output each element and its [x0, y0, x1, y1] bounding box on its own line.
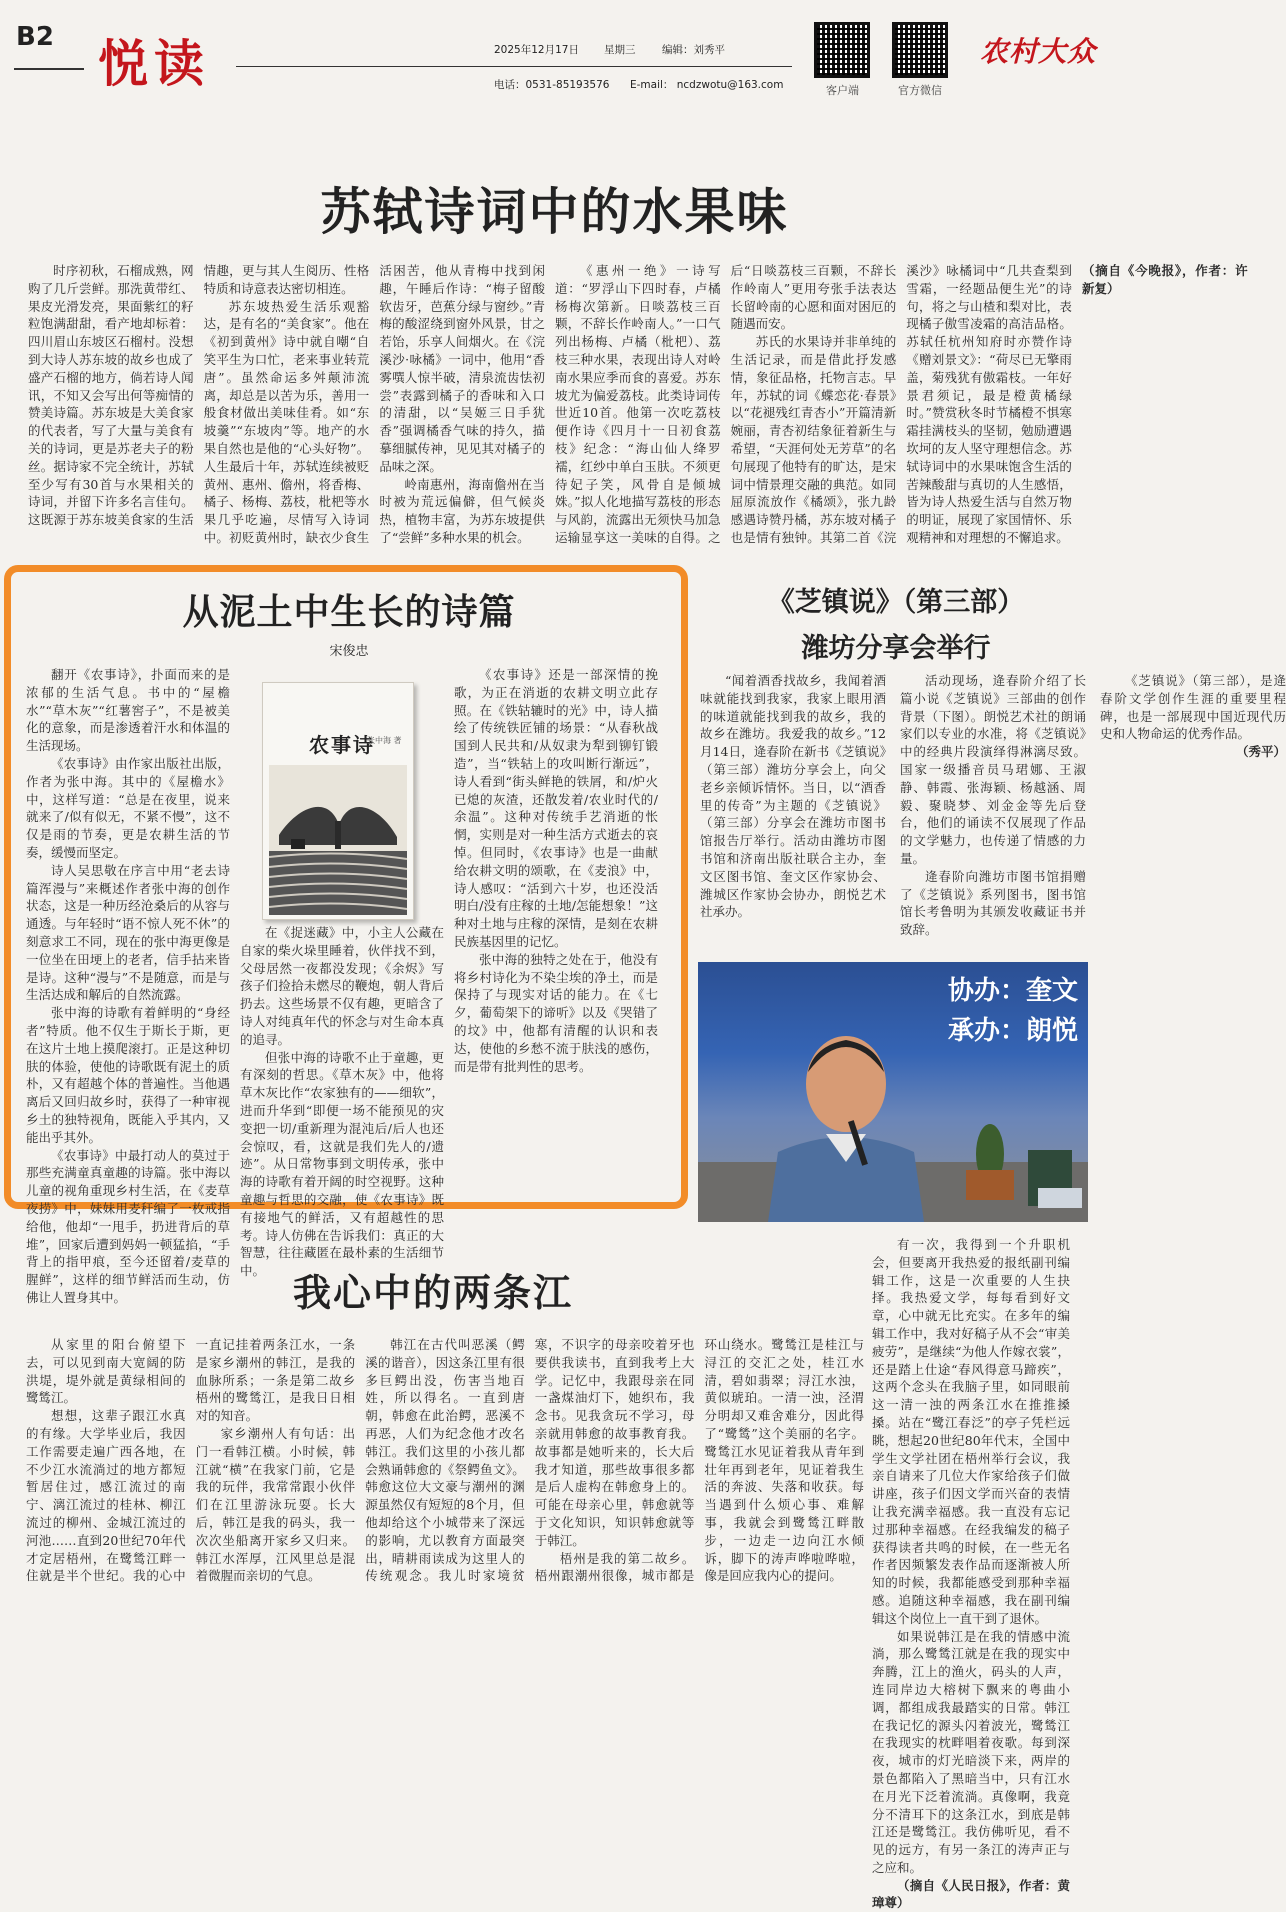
article1-paragraph: 《惠州一绝》一诗写道：“罗浮山下四时春，卢橘杨梅次第新。日啖荔枝三百颗，不辞长作岭南人。”一口气列出杨梅、卢橘（枇杷）、荔枝三种水果，表现出诗人对岭南水果应季而食的喜爱。苏东坡尤为偏爱荔枝。此类诗词传世近10首。他第一次吃荔枝便作诗《四月十一日初食荔枝》纪念：“海山仙人绛罗襦，红纱中单白玉肤。不须更待妃子笑，风骨自是倾城姝。”拟人化地描写荔枝的形态与风韵，流露出无须快马加急运输显享这一美味的自得。之后“日啖荔枝三百颗，不辞长作岭南人”更用夸张手法表达长留岭南的心愿和面对困厄的随遇而安。 [554, 263, 897, 545]
article1-source: （摘自《今晚报》，作者：许新复） [1081, 263, 1248, 296]
article4-paragraph: 家乡潮州人有句话：出门一看韩江横。小时候，韩江就“横”在我家门前，它是我的玩伴，我常常跟小伙伴们在江里游泳玩耍。长大后，韩江是我的码头，我一次次坐船离开家乡又归来。韩江水浑厚，江风里总是混着微腥而亲切的气息。 [195, 1425, 356, 1584]
article4-paragraph: 想想，这辈子跟江水真的有缘。大学毕业后，我因工作需要走遍广西各地，在不少江水流淌过的地方都短暂居住过，感江流过的南宁、漓江流过的桂林、柳江流过的柳州、金城江流过的河池……直到20世纪70年代才定居梧州，在鹭鸶江畔一住就是半个世纪。我的心中一直记挂着两条江水，一条是家乡潮州的韩江，是我的血脉所系；一条是第二故乡梧州的鹭鸶江，是我日日相对的知音。 [26, 1337, 356, 1584]
article3-paragraph: 逄春阶向潍坊市图书馆捐赠了《芝镇说》系列图书，图书馆馆长考鲁明为其颁发收藏证书并致辞。 [900, 868, 1086, 938]
masthead-rule [236, 66, 792, 67]
article2-column-middle [240, 924, 444, 1279]
article1-paragraph: 岭南惠州，海南儋州在当时被为荒远偏僻，但气候炎热，植物丰富，为苏东坡提供了“尝鲜”多种水果的机会。 [379, 476, 545, 545]
newspaper-brand: 农村大众 [980, 35, 1097, 68]
article1-paragraph: 苏东坡热爱生活乐观豁达，是有名的“美食家”。他在《初到黄州》诗中就自嘲“自笑平生为口忙，老来事业转荒唐”。虽然命运多舛颠沛流离，却总是以苦为乐，善用一般食材做出美味佳肴。如“东坡羹”“东坡肉”等。地产的水果自然也是他的“心头好物”。人生最后十年，苏轼连续被贬黄州、惠州、儋州，将香梅、橘子、杨梅、荔枝，枇杷等水果几乎吃遍，尽情写入诗词中。初贬黄州时，缺衣少食生活困苦，他从青梅中找到闲趣，午睡后作诗：“梅子留酸软齿牙，芭蕉分绿与窗纱。”青梅的酸涩绕到窗外风景，甘之若饴，乐享人间烟火。在《浣溪沙·咏橘》一词中，他用“香雾噀人惊半破，清泉流齿怯初尝”表露到橘子的香味和入口的清甜，以“吴姬三日手犹香”强调橘香气味的持久，描摹细腻传神，见见其对橘子的品味之深。 [203, 263, 545, 545]
article3-subtitle: 潍坊分享会举行 [801, 633, 991, 664]
article2-author: 宋俊忠 [329, 644, 369, 659]
article2-paragraph: 《农事诗》中最打动人的莫过于那些充满童真童趣的诗篇。张中海以儿童的视角重现乡村生活，在《麦草夜捞》中，妹妹用麦秆编了一枚戒指给他，他却“一甩手，扔进背后的草堆”，回家后遭到妈妈一顿猛掐，“手背上的指甲痕，至今还留着/麦草的腥鲜”，这样的细节鲜活而生动，仿佛让人置身其中。 [26, 1147, 230, 1305]
article2-title: 从泥土中生长的诗篇 [182, 591, 516, 633]
editor-name: 编辑：刘秀平 [662, 44, 725, 56]
article2-paragraph: 翻开《农事诗》，扑面而来的是浓郁的生活气息。书中的“屋檐水”“草木灰”“红薯窖子”，不是被美化的意象，而是渗透着汗水和体温的生活现场。 [26, 667, 230, 754]
section-title: 悦读 [98, 34, 210, 93]
article3-title: 《芝镇说》（第三部） [767, 587, 1025, 618]
wechat-qr-code [892, 22, 948, 78]
issue-date: 2025年12月17日 [494, 44, 579, 56]
contact-email: E-mail： ncdzwotu@163.com [630, 79, 784, 91]
article4-paragraph: 韩江在古代叫恶溪（鳄溪的谐音），因这条江里有很多巨鳄出没，伤害当地百姓，所以得名。一直到唐朝，韩愈在此治鳄，恶溪不再恶，人们为纪念他才改名韩江。我们这里的小孩儿都会熟诵韩愈的《祭鳄鱼文》。韩愈这位大文豪与潮州的渊源虽然仅有短短的8个月，但他却给这个小城带来了深远的影响，尤以教育方面最突出，晴耕雨读成为这里人的传统观念。我儿时家境贫寒，不识字的母亲咬着牙也要供我读书，直到我考上大学。记忆中，我跟母亲在同一盏煤油灯下，她织布，我念书。见我贪玩不学习，母亲就用韩愈的故事教育我。故事都是她听来的，长大后我才知道，那些故事很多都是后人虚构在韩愈身上的。可能在母亲心里，韩愈就等于文化知识，知识韩愈就等于韩江。 [365, 1337, 695, 1584]
event-photo [698, 962, 1088, 1222]
article4-text-side [872, 1236, 1070, 1911]
article2-paragraph: 张中海的独特之处在于，他没有将乡村诗化为不染尘埃的净土，而是保持了与现实对话的能力。在《七夕，葡萄架下的谛听》以及《哭错了的坟》中，他都有清醒的认识和表达，使他的乡愁不流于肤浅的感伤，而是带有批判性的思考。 [454, 951, 658, 1074]
article4-paragraph: 梧州是我的第二故乡。梧州跟潮州很像，城市都是环山绕水。鹭鸶江是桂江与浔江的交汇之处，桂江水清，碧如翡翠；浔江水浊，黄似琥珀。一清一浊，泾渭分明却又难舍难分，因此得了“鹭鸶”这个美丽的名字。鹭鸶江水见证着我从青年到壮年再到老年，见证着我生活的奔波、失落和收获。每当遇到什么烦心事、难解事，我就会到鹭鸶江畔散步，一边走一边向江水倾诉，脚下的涛声哗啦哗啦，像是回应我内心的提问。 [534, 1337, 864, 1584]
masthead-rule-left [14, 68, 84, 70]
photo-banner-line1: 协办：奎文 [948, 976, 1079, 1006]
article2-column-left [26, 666, 230, 1305]
article2-column-right [454, 666, 658, 1198]
article2-paragraph: 《农事诗》还是一部深情的挽歌，为正在消逝的农耕文明立此存照。在《铁轱辘时的光》中，诗人描绘了传统铁匠铺的场景：“从春秋战国到人民共和/从奴隶为犁到铆钉锻造”，当“铁轱上的攻叫断行渐远”，诗人看到“街头鲜艳的铁屑，和/炉火已熄的灰渣，还散发着/农业时代的/余温”。这种对传统手艺消逝的怅惘，实则是对一种生活方式逝去的哀悼。但同时，《农事诗》也是一曲献给农耕文明的颂歌，在《麦浪》中，诗人感叹：“活到六十岁，也还没活明白/没有庄稼的土地/怎能想象！”这种对土地与庄稼的深情，是刻在农耕民族基因里的记忆。 [454, 667, 658, 949]
article3-paragraph: 《芝镇说》（第三部），是逄春阶文学创作生涯的重要里程碑，也是一部展现中国近现代历史和人物命运的优秀作品。 [1100, 673, 1286, 742]
article2-paragraph: 但张中海的诗歌不止于童趣，更有深刻的哲思。《草木灰》中，他将草木灰比作“农家独有的——细软”，进而升华到“即便一场不能预见的灾变把一切/重新理为混沌后/后人也还会惊叹，看，这就是我们先人的/遗迹”。从日常物事到文明传承，张中海的诗歌有着开阔的时空视野。这种童趣与哲思的交融，使《农事诗》既有接地气的鲜活，又有超越性的思考。诗人仿佛在告诉我们：真正的大智慧，往往藏匿在最朴素的生活细节中。 [240, 1049, 444, 1279]
article4-title: 我心中的两条江 [292, 1270, 573, 1315]
client-qr-code [814, 22, 870, 78]
wechat-qr-label: 官方微信 [898, 84, 942, 97]
article4-paragraph: 有一次，我得到一个升职机会，但要离开我热爱的报纸副刊编辑工作，这是一次重要的人生抉择。我热爱文学，每每看到好文章，心中就无比充实。在多年的编辑工作中，我对好稿子从不会“审美疲劳”，是继续“为他人作嫁衣裳”，还是踏上仕途“春风得意马蹄疾”，这两个念头在我脑子里，如同眼前这一清一浊的两条江水在推推搡搡。站在“鹭江春泛”的亭子凭栏远眺，想起20世纪80年代末，全国中学生文学社团在梧州举行会议，我亲自请来了几位大作家给孩子们做讲座，孩子们因文学而兴奋的表情让我充满幸福感。我一直没有忘记过那种幸福感。在经我编发的稿子获得读者共鸣的时候，在一些无名作者因频繁发表作品而逐渐被人所知的时候，我都能感受到那种幸福感。追随这种幸福感，我在副刊编辑这个岗位上一直干到了退休。 [872, 1237, 1070, 1626]
article4-source: （摘自《人民日报》，作者：黄璋尊） [872, 1877, 1070, 1911]
article2-paragraph: 《农事诗》由作家出版社出版，作者为张中海。其中的《屋檐水》中，这样写道：“总是在夜里，说来就来了/似有似无，不紧不慢”，这不仅是雨的节奏，更是农耕生活的节奏，缓慢而坚定。 [26, 755, 230, 860]
article3-paragraph: “闻着酒香找故乡，我闻着酒味就能找到我家，我家上眼用酒的味道就能找到我的故乡，我的故乡在潍坊。我爱我的故乡。”12月14日，逄春阶在新书《芝镇说》（第三部）潍坊分享会上，向父老乡亲倾诉情怀。当日，以“酒香里的传奇”为主题的《芝镇说》（第三部）分享会在潍坊市图书馆报告厅举行。活动由潍坊市图书馆和济南出版社联合主办，奎文区图书馆、奎文区作家协会、潍城区作家协会协办，朗悦艺术社承办。 [700, 673, 886, 920]
article2-paragraph: 诗人吴思敬在序言中用“老去诗篇浑漫与”来概述作者张中海的创作状态，这是一种历经沧桑后的从容与通透。与年轻时“语不惊人死不休”的刻意求工不同，现在的张中海更像是一位坐在田埂上的老者，信手拈来皆是诗。这种“漫与”不是随意，而是与生活达成和解后的自然流露。 [26, 862, 230, 1003]
article4-paragraph: 从家里的阳台俯望下去，可以见到南大宽阔的防洪堤，堤外就是黄绿相间的鹭鸶江。 [26, 1337, 186, 1406]
article2-paragraph: 在《捉迷藏》中，小主人公藏在自家的柴火垛里睡着，伙伴找不到，父母居然一夜都没发现；《余烬》写孩子们捡拾未燃尽的鞭炮，朝人背后扔去。这些场景不仅有趣，更暗含了诗人对纯真年代的怀念与对生命本真的追寻。 [240, 925, 444, 1047]
speaker-illustration [698, 962, 1088, 1222]
issue-weekday: 星期三 [604, 44, 636, 56]
client-qr-label: 客户端 [826, 84, 859, 97]
article4-text-main [26, 1336, 864, 1674]
article1-paragraph: 苏氏的水果诗并非单纯的生活记录，而是借此抒发感情，象征品格，托物言志。早年，苏轼的词《蝶恋花·春景》以“花褪残红青杏小”开篇清新婉丽，青杏初结象征着新生与希望，“天涯何处无芳草”的名句展现了他特有的旷达，是宋词中情景理交融的典范。如同屈原流放作《橘颂》，张九龄感遇诗赞丹橘，苏东坡对橘子也是情有独钟。其第二首《浣溪沙》咏橘词中“几共查梨到雪霜，一经题品便生光”的诗句，将之与山楂和梨对比，表现橘子傲雪凌霜的高洁品格。苏轼任杭州知府时亦赞作诗《赠刘景文》：“荷尽已无擎雨盖，菊残犹有傲霜枝。一年好景君须记，最是橙黄橘绿时。”赞赏秋冬时节橘橙不惧寒霜挂满枝头的坚韧，勉励遭遇坎坷的友人坚守理想信念。苏轼诗词中的水果味饱含生活的苦辣酸甜与真切的人生感悟，皆为诗人热爱生活与自然万物的明证，展现了家国情怀、乐观精神和对理想的不懈追求。 [730, 263, 1072, 545]
contact-phone: 电话：0531-85193576 [494, 79, 610, 91]
article3-text [700, 672, 1286, 940]
article4-paragraph: 如果说韩江是在我的情感中流淌，那么鹭鸶江就是在我的现实中奔腾，江上的渔火，码头的人声，连同岸边大榕树下飘来的粤曲小调，都组成我最踏实的日常。韩江在我记忆的源头闪着波光，鹭鸶江在我现实的枕畔唱着夜歌。每到深夜，城市的灯光暗淡下来，两岸的景色都陷入了黑暗当中，只有江水在月光下泛着流淌。真像啊，我竟分不清耳下的这条江水，到底是韩江还是鹭鸶江。我仿佛听见，看不见的远方，有另一条江的涛声正与之应和。 [872, 1628, 1070, 1875]
article3-paragraph: 活动现场，逄春阶介绍了长篇小说《芝镇说》三部曲的创作背景（下图）。朗悦艺术社的朗诵家们以专业的水准，将《芝镇说》中的经典片段演绎得淋漓尽致。国家一级播音员马珺娜、王淑静、韩霞、张海颖、杨越涵、周毅、聚晓梦、刘金金等先后登台，他们的诵读不仅展现了作品的文学魅力，也传递了情感的力量。 [900, 673, 1086, 866]
photo-banner-line2: 承办：朗悦 [948, 1016, 1079, 1046]
article1-paragraph: 时序初秋，石榴成熟，网购了几斤尝鲜。那洗黄带红、果皮光滑发亮，果面紫红的籽粒饱满甜甜，看产地却标着：四川眉山东坡区石榴村。没想到大诗人苏东坡的故乡也成了盛产石榴的地方，倘若诗人闻讯，不知又会写出何等痴情的赞美诗篇。苏东坡是大美食家的代表者，写了大量与美食有关的诗词，更是苏老夫子的粉丝。据诗家不完全统计，苏轼至少写有30首与水果相关的诗词，并留下许多名言佳句。这既源于苏东坡美食家的生活情趣，更与其人生阅历、性格特质和诗意表达密切相连。 [28, 263, 370, 528]
article3-source: （秀平） [1235, 744, 1286, 760]
book-cover-title: 农事诗 [309, 733, 375, 757]
article1-title: 苏轼诗词中的水果味 [320, 182, 789, 241]
page-code: B2 [16, 22, 54, 52]
article2-paragraph: 张中海的诗歌有着鲜明的“身经者”特质。他不仅生于斯长于斯，更在这片土地上摸爬滚打。正是这种切肤的体验，使他的诗歌既有泥土的质朴，又有超越个体的普遍性。当他遇离后又回归故乡时，获得了一种审视乡土的独特视角，既能入乎其内，又能出乎其外。 [26, 1005, 230, 1145]
article1-text [28, 262, 1248, 552]
book-cover-author: 张中海 著 [367, 736, 402, 745]
